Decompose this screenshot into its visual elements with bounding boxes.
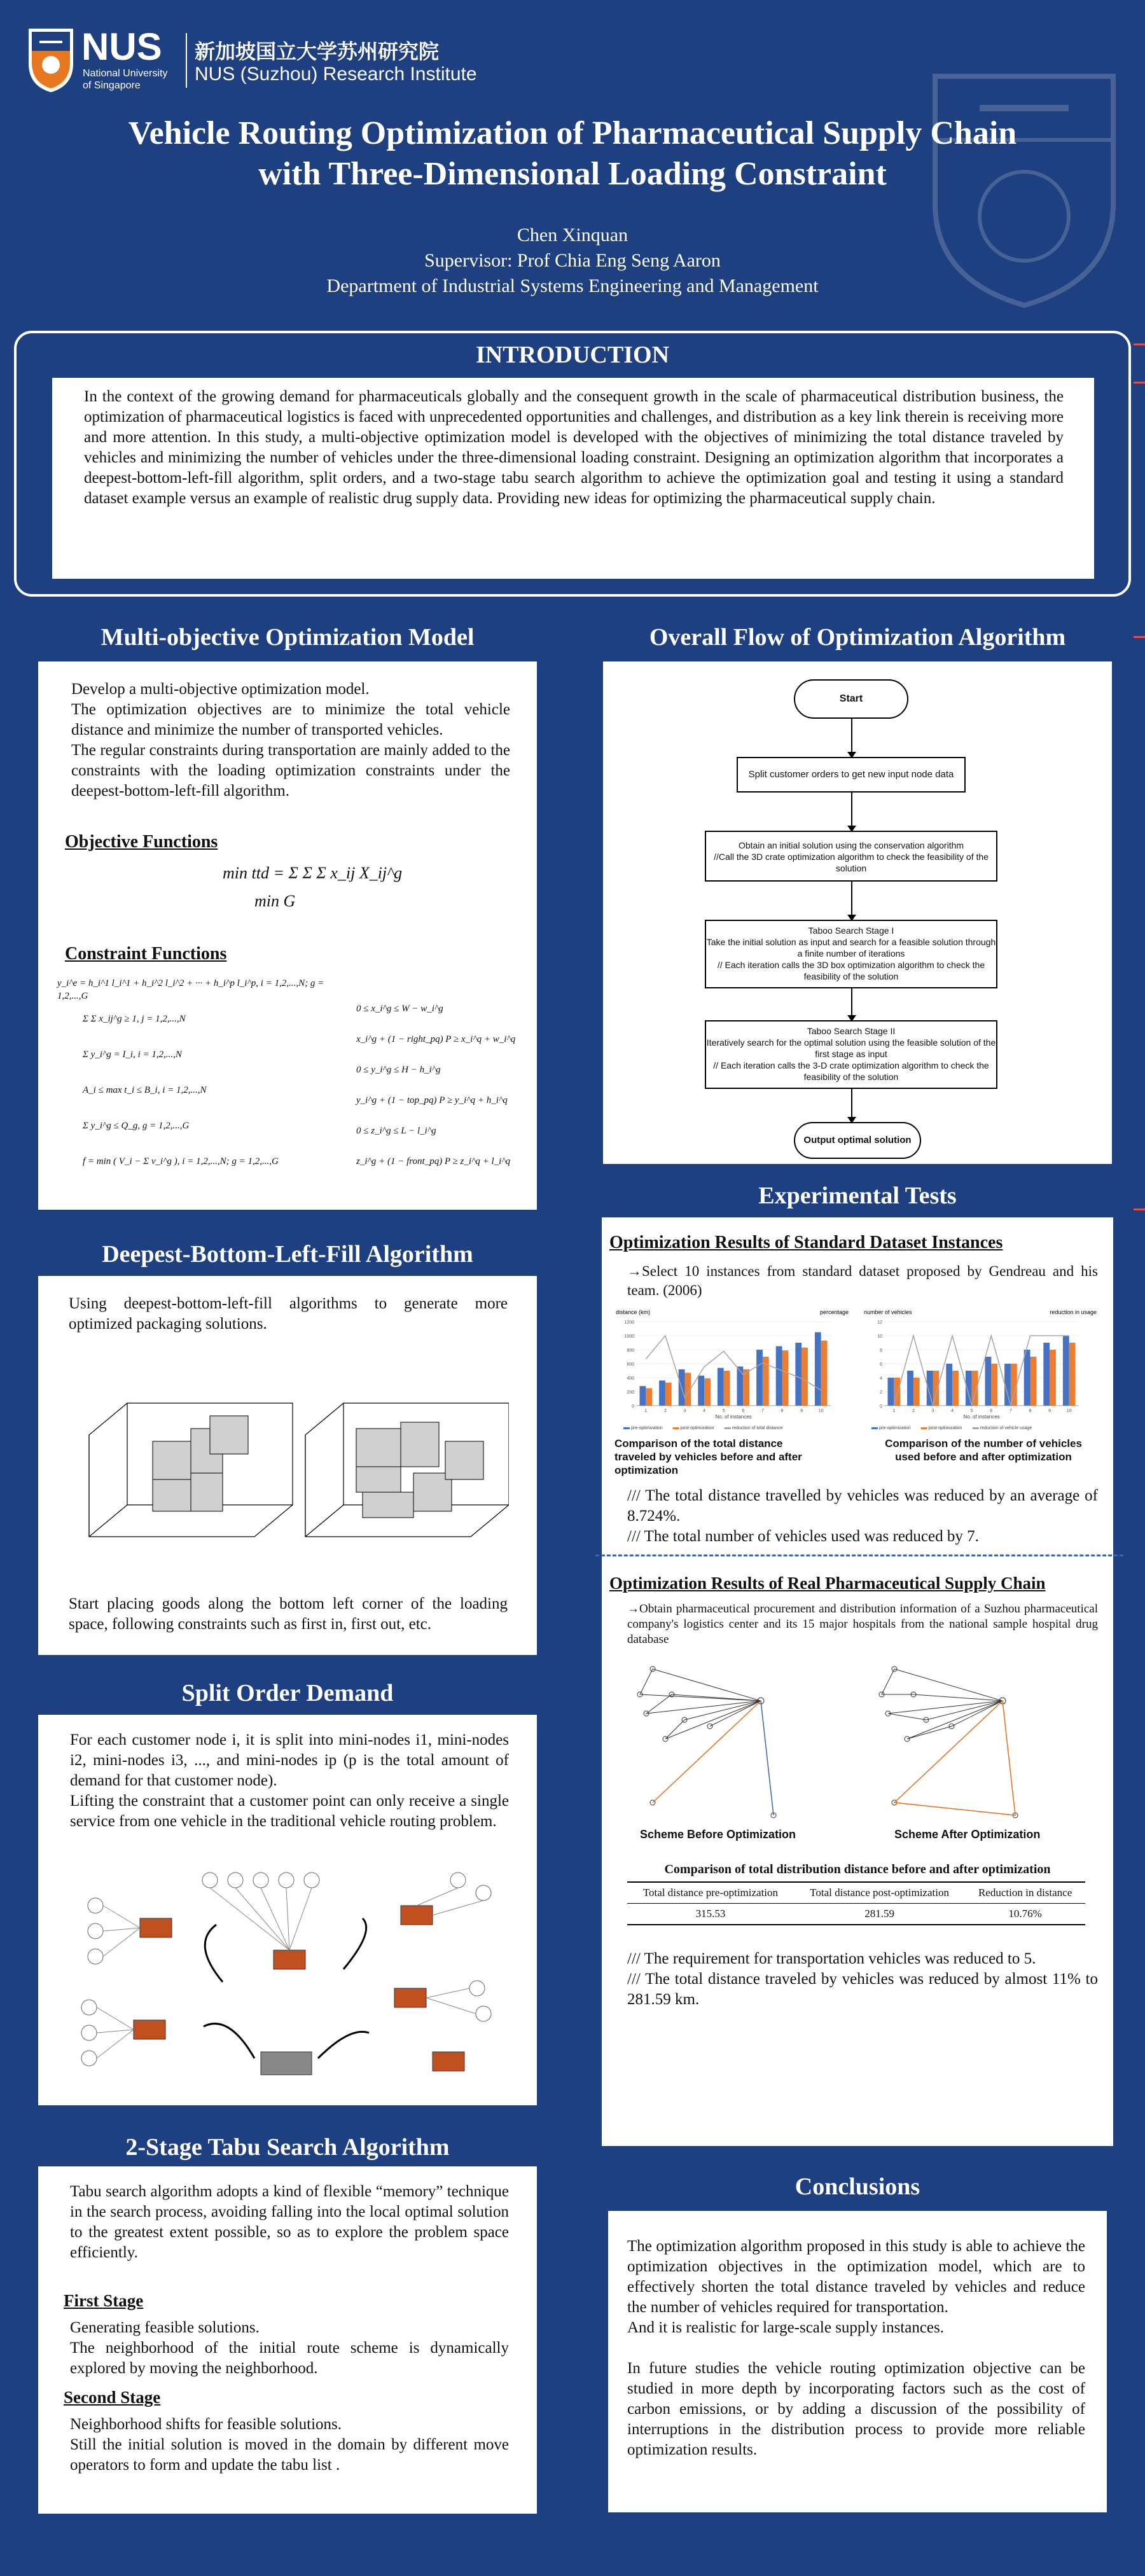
x-tick-label: 8 <box>1029 1409 1032 1413</box>
map-before-caption: Scheme Before Optimization <box>640 1828 796 1841</box>
constraints-left: y_i^e = h_i^1 l_i^1 + h_i^2 l_i^2 + ··· + h_i^p l_i^p, i = 1,2,...,N; g = 1,2,...,G Σ Σ x_ij^g ≥ 1, j = 1,2,...,N Σ y_i^g = I_i, i = 1,2,...,N A_i ≤ max t_i ≤ B_i, i = 1,2,...,N Σ y_i^g ≤ Q_g, g = 1,2,...,G f = min ( V_i − Σ v_i^g ), i = 1,2,...,N; g = 1,2,...,G <box>57 978 324 1167</box>
split-text: For each customer node i, it is split into mini-nodes i1, mini-nodes i2, mini-nodes i3, ..., and mini-nodes ip (p is the total amount of demand for that customer node). Lifting the constraint that a customer point can only receive a single service from one vehicle in the traditional vehicle routing problem. <box>70 1731 509 1830</box>
conclusions-panel <box>584 2163 1131 2525</box>
x-tick-label: 6 <box>990 1409 993 1413</box>
bar-post <box>646 1388 652 1406</box>
y-tick-label: 2 <box>880 1390 882 1395</box>
conclusions-title: Conclusions <box>795 2173 920 2200</box>
bar-pre <box>1024 1350 1030 1406</box>
flow-step-initial: Obtain an initial solution using the conservation algorithm //Call the 3D crate optimization algorithm to check the feasibility of the solution <box>705 831 997 882</box>
flow-arrow-5 <box>851 1089 852 1122</box>
author-block <box>0 223 1145 299</box>
y-axis-label-right: percentage <box>819 1309 849 1315</box>
bar-pre <box>1004 1364 1011 1406</box>
x-tick-label: 9 <box>800 1409 803 1413</box>
flow-arrow-4 <box>851 988 852 1020</box>
flow-start: Start <box>794 679 908 719</box>
dblf-title: Deepest-Bottom-Left-Fill Algorithm <box>102 1241 473 1268</box>
bar-pre <box>776 1347 782 1406</box>
y-axis-label: number of vehicles <box>864 1309 912 1315</box>
flow-title: Overall Flow of Optimization Algorithm <box>649 624 1066 651</box>
x-tick-label: 5 <box>722 1409 725 1413</box>
bar-pre <box>1043 1343 1050 1406</box>
model-title: Multi-objective Optimization Model <box>101 624 475 651</box>
y-tick-label: 400 <box>627 1376 634 1381</box>
legend-swatch <box>921 1427 927 1429</box>
split-body-box <box>38 1715 537 2105</box>
first-stage-heading: First Stage <box>64 2291 144 2310</box>
dblf-conclusion-text: Start placing goods along the bottom left corner of the loading space, following constraints such as first in, first out, etc. <box>69 1595 508 1633</box>
dblf-panel <box>14 1234 561 1666</box>
comparison-table <box>627 1881 1085 1925</box>
flow-step-split: Split customer orders to get new input node data <box>737 757 966 793</box>
standard-dataset-intro: →Select 10 instances from standard dataset proposed by Gendreau and his team. (2006) <box>627 1263 1098 1298</box>
bar-pre <box>659 1380 665 1406</box>
x-axis-label: No. of instances <box>715 1414 752 1420</box>
dblf-body-box <box>38 1276 537 1655</box>
flow-arrow-1 <box>851 719 852 757</box>
x-tick-label: 3 <box>683 1409 686 1413</box>
bar-post <box>821 1341 828 1406</box>
experiments-body-box <box>602 1217 1113 2146</box>
bar-pre <box>718 1368 724 1406</box>
line-series <box>894 1336 1069 1406</box>
table-cell: 10.76% <box>1008 1908 1042 1920</box>
y-tick-label: 1200 <box>624 1320 634 1325</box>
flow-step-tabu1: Taboo Search Stage I Take the initial solution as input and search for a feasible solution through a finite number of iterations // Each iteration calls the 3D box optimization algorithm to check the feasibility of the solution <box>705 920 997 988</box>
model-body-box <box>38 661 537 1210</box>
x-tick-label: 7 <box>1009 1409 1012 1413</box>
legend-swatch <box>623 1427 630 1429</box>
bar-pre <box>737 1366 744 1406</box>
department-name: Department of Industrial Systems Engineering and Management <box>326 275 819 296</box>
section-dashed-divider <box>595 1555 1123 1556</box>
real-supply-heading: Optimization Results of Real Pharmaceutical Supply Chain <box>609 1574 1046 1593</box>
flow-step-tabu2: Taboo Search Stage II Iteratively search for the optimal solution using the feasible solution of the first stage as input // Each iteration calls the 3-D crate optimization algorithm to check the feasibility of the solution <box>705 1020 997 1089</box>
y-tick-label: 800 <box>627 1348 634 1353</box>
bar-pre <box>907 1371 913 1406</box>
x-tick-label: 4 <box>703 1409 706 1413</box>
flow-panel <box>584 612 1131 1184</box>
legend-label: pre-optimization <box>879 1426 911 1430</box>
introduction-title: INTRODUCTION <box>475 342 670 368</box>
y-tick-label: 4 <box>880 1376 882 1381</box>
x-tick-label: 1 <box>892 1409 896 1413</box>
table-header-cell: Total distance pre-optimization <box>642 1887 779 1899</box>
objective-formula: min ttd = Σ Σ Σ x_ij X_ij^g min G <box>223 864 403 910</box>
legend-swatch <box>725 1427 731 1429</box>
table-cell: 281.59 <box>864 1908 894 1920</box>
comparison-table-title: Comparison of total distribution distance before and after optimization <box>664 1862 1051 1876</box>
flow-body-box <box>603 661 1112 1164</box>
bar-post <box>1030 1357 1037 1406</box>
dblf-loading-diagram <box>64 1346 509 1575</box>
second-stage-text: Neighborhood shifts for feasible solutions. Still the initial solution is moved in the domain by different move operators to form and update the tabu list . <box>70 2416 509 2474</box>
bar-post <box>1050 1350 1056 1406</box>
route-map-before <box>627 1656 843 1822</box>
split-panel <box>14 1673 561 2118</box>
legend-swatch <box>973 1427 979 1429</box>
first-stage-text: Generating feasible solutions. The neighborhood of the initial route scheme is dynamically explored by moving the neighborhood. <box>70 2319 509 2377</box>
bar-post <box>1069 1343 1076 1406</box>
vehicle-count-chart <box>863 1306 1098 1434</box>
x-tick-label: 5 <box>970 1409 973 1413</box>
x-tick-label: 2 <box>663 1409 667 1413</box>
nus-logo-subtitle: National University of Singapore <box>83 68 168 91</box>
x-tick-label: 2 <box>912 1409 915 1413</box>
y-tick-label: 6 <box>880 1362 882 1367</box>
bar-post <box>743 1369 749 1406</box>
x-tick-label: 10 <box>818 1409 824 1413</box>
legend-label: pre-optimization <box>631 1426 663 1430</box>
poster-title: Vehicle Routing Optimization of Pharmaceutical Supply Chain with Three-Dimensional Loading Constraint <box>128 115 1017 192</box>
bar-post <box>802 1348 808 1406</box>
real-supply-results: /// The requirement for transportation vehicles was reduced to 5. /// The total distance traveled by vehicles was reduced by almost 11% to 281.59 km. <box>627 1950 1098 2008</box>
nus-logo-text: NUS <box>81 25 162 68</box>
standard-dataset-heading: Optimization Results of Standard Dataset Instances <box>609 1233 1003 1252</box>
y-tick-label: 200 <box>627 1390 634 1395</box>
y-tick-label: 1000 <box>624 1334 634 1339</box>
map-after-caption: Scheme After Optimization <box>894 1828 1041 1841</box>
flow-arrow-2 <box>851 793 852 831</box>
x-tick-label: 6 <box>742 1409 745 1413</box>
bar-post <box>1011 1364 1017 1406</box>
bar-post <box>665 1383 672 1406</box>
y-tick-label: 10 <box>877 1334 882 1339</box>
introduction-panel <box>14 331 1131 597</box>
experiments-title: Experimental Tests <box>758 1182 957 1209</box>
bar-pre <box>1063 1336 1069 1406</box>
x-tick-label: 4 <box>951 1409 954 1413</box>
route-map-after <box>869 1656 1085 1822</box>
bar-post <box>952 1371 959 1406</box>
institute-name-en: NUS (Suzhou) Research Institute <box>195 64 477 85</box>
bar-pre <box>698 1376 704 1406</box>
split-title: Split Order Demand <box>181 1680 394 1707</box>
bar-pre <box>795 1343 802 1406</box>
legend-label: post-optimization <box>928 1426 962 1430</box>
edge-mark <box>1134 636 1145 638</box>
second-stage-heading: Second Stage <box>64 2388 161 2407</box>
introduction-text: In the context of the growing demand for pharmaceuticals globally and the consequent growth in the scale of pharmaceutical distribution business, the optimization of pharmaceutical logistics is faced with unprecedented opportunities and challenges, and distribution as a key link therein is receiving more and more attention. In this study, a multi-objective optimization model is developed with the objectives of minimizing the total distance traveled by vehicles and minimizing the number of vehicles under the three-dimensional loading constraint. Designing an optimization algorithm that incorporates a deepest-bottom-left-fill algorithm, split orders, and a two-stage tabu search algorithm to achieve the optimization goal and testing it using a standard dataset example versus an example of realistic drug supply data. Providing new ideas for optimizing the pharmaceutical supply chain. <box>84 388 1064 507</box>
y-tick-label: 0 <box>632 1404 634 1409</box>
x-tick-label: 7 <box>761 1409 764 1413</box>
bar-post <box>913 1378 920 1406</box>
experiments-panel <box>584 1177 1131 2163</box>
table-header-cell: Total distance post-optimization <box>810 1887 949 1899</box>
line-series <box>646 1336 821 1398</box>
poster-header <box>0 0 1145 318</box>
flow-arrow-3 <box>851 882 852 920</box>
x-tick-label: 9 <box>1048 1409 1051 1413</box>
edge-mark <box>1134 343 1145 345</box>
bar-pre <box>756 1350 763 1406</box>
x-axis-label: No. of instances <box>963 1414 1000 1420</box>
bar-pre <box>888 1378 894 1406</box>
bar-pre <box>640 1386 646 1406</box>
constraint-heading: Constraint Functions <box>65 944 227 964</box>
bar-post <box>782 1350 789 1406</box>
distance-chart-caption: Comparison of the total distance traveled by vehicles before and after optimization <box>614 1437 802 1476</box>
x-tick-label: 10 <box>1066 1409 1072 1413</box>
institute-name-cn: 新加坡国立大学苏州研究院 <box>195 39 440 64</box>
bar-pre <box>946 1364 952 1406</box>
real-supply-intro: →Obtain pharmaceutical procurement and distribution information of a Suzhou pharmaceutical company's logistics center and its 15 major hospitals from the national sample hospital drug database <box>627 1602 1098 1646</box>
y-axis-label-right: reduction in usage <box>1050 1309 1097 1315</box>
y-tick-label: 0 <box>880 1404 882 1409</box>
tabu-body-box <box>38 2166 537 2514</box>
tabu-intro-text: Tabu search algorithm adopts a kind of flexible “memory” technique in the search process, avoiding falling into the local optimal solution to the greatest extent possible, so as to explore the problem space efficiently. <box>70 2183 509 2261</box>
y-tick-label: 12 <box>877 1320 882 1325</box>
flow-end: Output optimal solution <box>794 1122 921 1159</box>
legend-label: reduction of total distance <box>732 1426 783 1430</box>
table-header-cell: Reduction in distance <box>978 1887 1072 1899</box>
conclusions-text: The optimization algorithm proposed in this study is able to achieve the optimization objectives in the optimization model, which are to effectively shorten the total distance traveled by vehicles and reduce the number of vehicles required for transportation. And it is realistic for large-scale supply instances. In future studies the vehicle routing optimization objective can be studied in more depth by incorporating factors such as the cost of carbon emissions, or by adding a discussion of the possibility of interruptions in the distribution process to provide more reliable optimization results. <box>627 2238 1085 2458</box>
x-tick-label: 3 <box>931 1409 934 1413</box>
tabu-panel <box>14 2131 561 2525</box>
objective-heading: Objective Functions <box>65 832 218 852</box>
model-text: Develop a multi-objective optimization model. The optimization objectives are to minimize the total vehicle distance and minimize the number of transported vehicles. The regular constraints during transportation are mainly added to the constraints with the loading optimization constraints under the deepest-bottom-left-fill algorithm. <box>71 681 510 800</box>
model-panel <box>14 612 561 1222</box>
table-header-row <box>627 1882 1085 1904</box>
bar-post <box>704 1378 711 1406</box>
author-name: Chen Xinquan <box>517 225 628 246</box>
dblf-intro-text: Using deepest-bottom-left-fill algorithms to generate more optimized packaging solutions. <box>69 1295 508 1333</box>
bar-pre <box>815 1333 821 1406</box>
bar-post <box>991 1364 997 1406</box>
bar-post <box>724 1371 730 1406</box>
bar-pre <box>985 1357 992 1406</box>
table-cell: 315.53 <box>695 1908 726 1920</box>
distance-chart <box>614 1306 850 1434</box>
constraints-right: 0 ≤ x_i^g ≤ W − w_i^g x_i^g + (1 − right_pq) P ≥ x_i^q + w_i^q 0 ≤ y_i^g ≤ H − h_i^g y_i^g + (1 − top_pq) P ≥ y_i^q + h_i^q 0 ≤ z_i^g ≤ L − l_i^g z_i^g + (1 − front_pq) P ≥ z_i^q + l_i^q <box>356 1004 516 1167</box>
legend-label: reduction of vehicle usage <box>980 1426 1032 1430</box>
nus-lion-logo-icon <box>25 25 76 95</box>
y-axis-label: distance (km) <box>616 1309 651 1315</box>
split-order-diagram <box>64 1867 509 2090</box>
vehicle-chart-caption: Comparison of the number of vehicles used before and after optimization <box>885 1437 1082 1463</box>
legend-swatch <box>673 1427 679 1429</box>
y-tick-label: 8 <box>880 1348 882 1353</box>
x-tick-label: 8 <box>781 1409 784 1413</box>
conclusions-body-box <box>608 2211 1107 2512</box>
table-row <box>627 1904 1085 1925</box>
y-tick-label: 600 <box>627 1362 634 1367</box>
introduction-body-box <box>52 378 1094 579</box>
standard-results: /// The total distance travelled by vehicles was reduced by an average of 8.724%. /// The total number of vehicles used was reduced by 7. <box>627 1487 1098 1545</box>
x-tick-label: 1 <box>644 1409 648 1413</box>
header-divider <box>186 33 187 88</box>
legend-label: post-optimization <box>680 1426 714 1430</box>
tabu-title: 2-Stage Tabu Search Algorithm <box>125 2134 450 2161</box>
edge-mark <box>1134 1208 1145 1210</box>
legend-swatch <box>871 1427 878 1429</box>
edge-mark <box>1134 382 1145 384</box>
supervisor-name: Supervisor: Prof Chia Eng Seng Aaron <box>424 250 721 271</box>
